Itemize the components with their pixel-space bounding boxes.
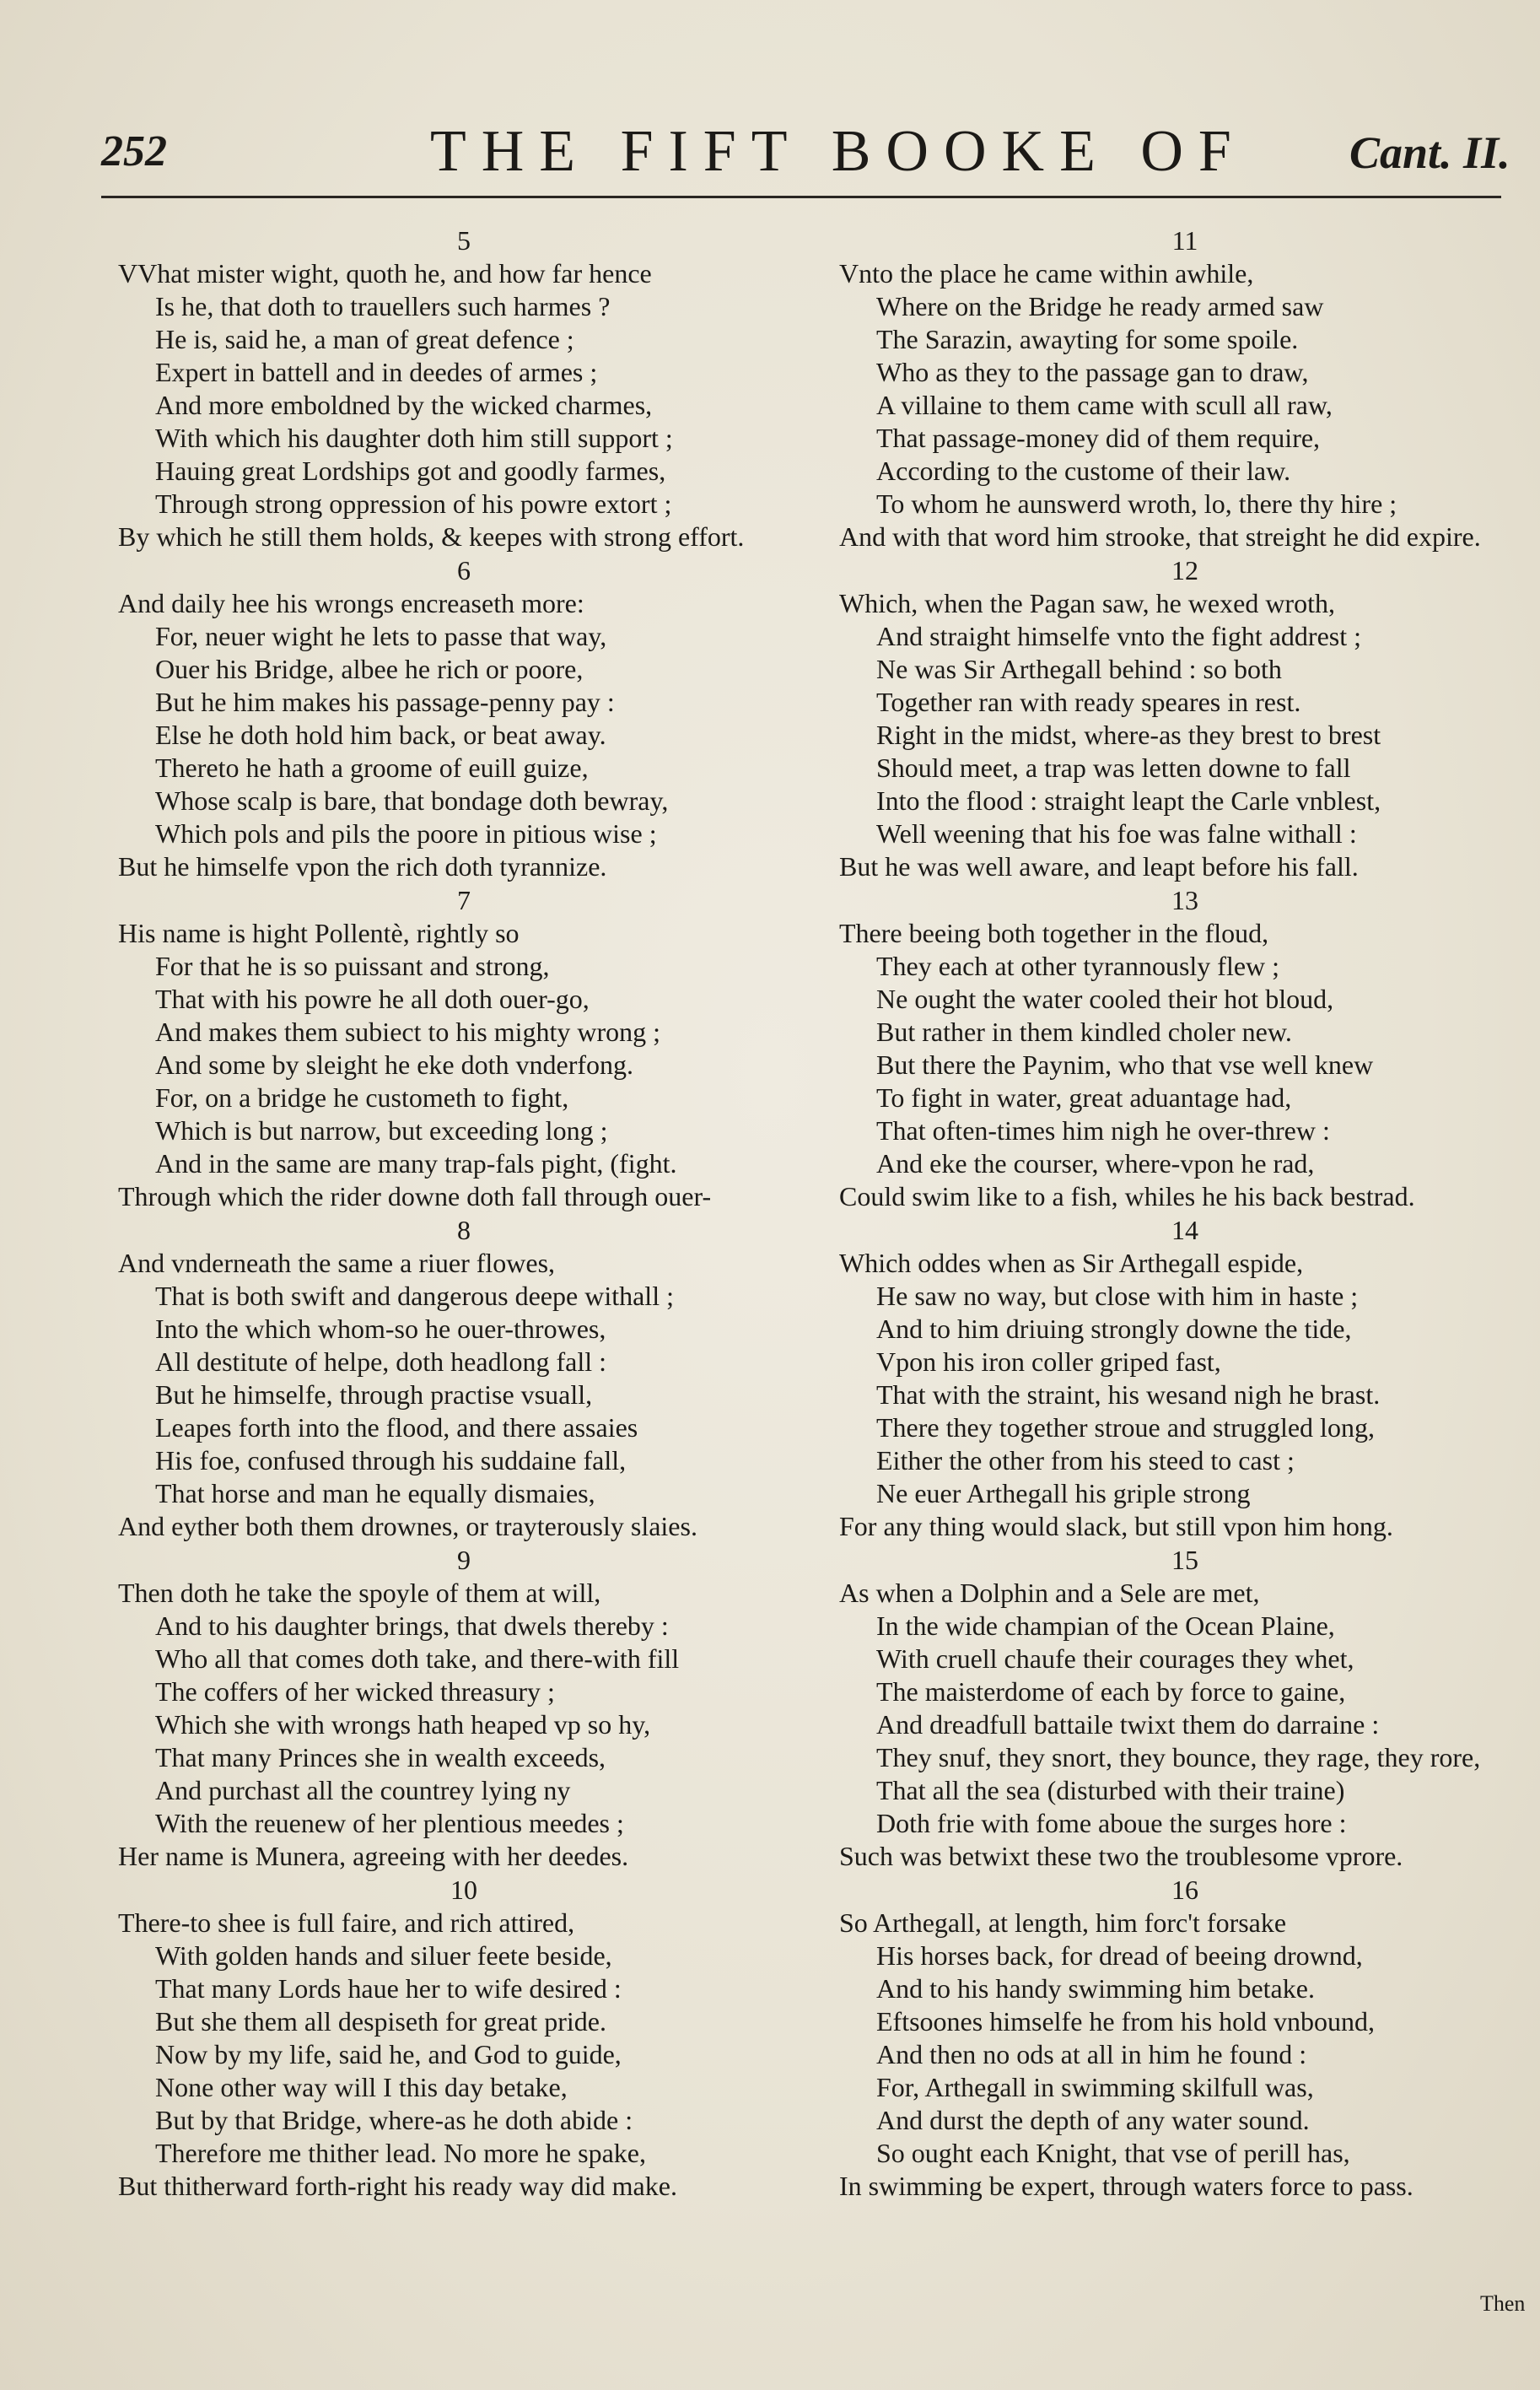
verse-line: That many Princes she in wealth exceeds, xyxy=(155,1742,606,1772)
verse-line: With cruell chaufe their courages they whet, xyxy=(876,1643,1354,1674)
stanza xyxy=(839,883,1531,1213)
verse-line: And some by sleight he eke doth vnderfong. xyxy=(155,1049,633,1080)
verse-line: In swimming be expert, through waters force to pass. xyxy=(839,2171,1413,2201)
stanza-number: 15 xyxy=(1171,1545,1198,1575)
verse-line: With the reuenew of her plentious meedes ; xyxy=(155,1808,624,1838)
verse-line: So Arthegall, at length, him forc't forsake xyxy=(839,1907,1287,1938)
verse-line: Who all that comes doth take, and there-with fill xyxy=(155,1643,680,1674)
verse-line: That with the straint, his wesand nigh he brast. xyxy=(876,1379,1381,1410)
verse-line: Expert in battell and in deedes of armes ; xyxy=(155,357,598,387)
verse-line: And eke the courser, where-vpon he rad, xyxy=(876,1148,1315,1179)
verse-line: The maisterdome of each by force to gaine, xyxy=(876,1676,1346,1707)
verse-line: His foe, confused through his suddaine fall, xyxy=(155,1445,627,1476)
stanza xyxy=(839,1873,1531,2203)
verse-line: A villaine to them came with scull all raw, xyxy=(876,390,1333,420)
verse-line: For, on a bridge he custometh to fight, xyxy=(155,1082,569,1113)
verse-line: But he himselfe, through practise vsuall, xyxy=(155,1379,593,1410)
header-rule xyxy=(101,196,1501,198)
verse-line: That passage-money did of them require, xyxy=(876,423,1321,453)
stanza xyxy=(118,1873,810,2203)
verse-line: But rather in them kindled choler new. xyxy=(876,1017,1292,1047)
stanza-number: 13 xyxy=(1171,885,1198,915)
verse-line: Should meet, a trap was letten downe to fall xyxy=(876,753,1351,783)
verse-line: Is he, that doth to trauellers such harmes ? xyxy=(155,291,611,321)
verse-line: The coffers of her wicked threasury ; xyxy=(155,1676,555,1707)
verse-line: And vnderneath the same a riuer flowes, xyxy=(118,1248,556,1278)
stanza xyxy=(118,1213,810,1543)
verse-line: That all the sea (disturbed with their traine) xyxy=(876,1775,1345,1805)
verse-line: None other way will I this day betake, xyxy=(155,2072,568,2102)
verse-line: That many Lords haue her to wife desired : xyxy=(155,1973,622,2004)
stanza-number: 12 xyxy=(1171,555,1198,585)
verse-line: VVhat mister wight, quoth he, and how far hence xyxy=(118,258,652,289)
verse-line: Could swim like to a fish, whiles he his back bestrad. xyxy=(839,1181,1415,1211)
verse-line: There-to shee is full faire, and rich attired, xyxy=(118,1907,575,1938)
verse-line: His name is hight Pollentè, rightly so xyxy=(118,918,520,948)
verse-line: And to him driuing strongly downe the tide, xyxy=(876,1314,1352,1344)
verse-line: Leapes forth into the flood, and there assaies xyxy=(155,1412,638,1443)
verse-line: And to his handy swimming him betake. xyxy=(876,1973,1315,2004)
verse-line: But thitherward forth-right his ready way did make. xyxy=(118,2171,677,2201)
verse-line: But he him makes his passage-penny pay : xyxy=(155,687,615,717)
verse-line: And then no ods at all in him he found : xyxy=(876,2039,1307,2069)
verse-line: Which pols and pils the poore in pitious wise ; xyxy=(155,818,657,849)
verse-line: But there the Paynim, who that vse well knew xyxy=(876,1049,1374,1080)
stanza xyxy=(839,1213,1531,1543)
verse-line: All destitute of helpe, doth headlong fall : xyxy=(155,1346,606,1377)
verse-line: That with his powre he all doth ouer-go, xyxy=(155,984,590,1014)
stanza-number: 11 xyxy=(1171,225,1198,256)
verse-line: And with that word him strooke, that streight he did expire. xyxy=(839,521,1481,552)
verse-line: He is, said he, a man of great defence ; xyxy=(155,324,574,354)
verse-line: By which he still them holds, & keepes with strong effort. xyxy=(118,521,745,552)
canto-label: Cant. II. xyxy=(1349,127,1510,178)
stanza-number: 6 xyxy=(457,555,471,585)
verse-line: Eftsoones himselfe he from his hold vnbound, xyxy=(876,2006,1376,2037)
verse-line: For, neuer wight he lets to passe that way, xyxy=(155,621,607,651)
verse-line: Which is but narrow, but exceeding long ; xyxy=(155,1115,608,1146)
verse-line: For any thing would slack, but still vpon him hong. xyxy=(839,1511,1393,1541)
verse-line: They snuf, they snort, they bounce, they rage, they rore, xyxy=(876,1742,1481,1772)
verse-line: Well weening that his foe was falne withall : xyxy=(876,818,1357,849)
verse-line: Ne euer Arthegall his griple strong xyxy=(876,1478,1251,1508)
verse-line: As when a Dolphin and a Sele are met, xyxy=(839,1578,1260,1608)
verse-line: Else he doth hold him back, or beat away. xyxy=(155,720,606,750)
verse-line: That horse and man he equally dismaies, xyxy=(155,1478,595,1508)
verse-line: And straight himselfe vnto the fight addrest ; xyxy=(876,621,1361,651)
stanza xyxy=(118,553,810,883)
verse-line: Doth frie with fome aboue the surges hore : xyxy=(876,1808,1347,1838)
verse-line: That is both swift and dangerous deepe withall ; xyxy=(155,1281,674,1311)
verse-line: Together ran with ready speares in rest. xyxy=(876,687,1301,717)
stanza-number: 7 xyxy=(457,885,471,915)
verse-line: That often-times him nigh he over-threw : xyxy=(876,1115,1330,1146)
verse-line: And more emboldned by the wicked charmes, xyxy=(155,390,653,420)
stanza-number: 10 xyxy=(450,1875,477,1905)
stanza-number: 9 xyxy=(457,1545,471,1575)
verse-line: Ouer his Bridge, albee he rich or poore, xyxy=(155,654,584,684)
stanza xyxy=(118,1543,810,1873)
stanza xyxy=(839,553,1531,883)
verse-line: Vnto the place he came within awhile, xyxy=(839,258,1254,289)
verse-line: Then doth he take the spoyle of them at will, xyxy=(118,1578,601,1608)
stanza xyxy=(118,224,810,553)
verse-line: Into the flood : straight leapt the Carle vnblest, xyxy=(876,785,1381,816)
verse-line: And to his daughter brings, that dwels thereby : xyxy=(155,1610,669,1641)
verse-line: They each at other tyrannously flew ; xyxy=(876,951,1280,981)
left-column xyxy=(118,224,810,2203)
verse-line: But he himselfe vpon the rich doth tyrannize. xyxy=(118,851,607,882)
verse-line: For that he is so puissant and strong, xyxy=(155,951,550,981)
verse-line: Into the which whom-so he ouer-throwes, xyxy=(155,1314,606,1344)
catchword: Then xyxy=(1480,2291,1526,2316)
verse-line: But she them all despiseth for great pride. xyxy=(155,2006,606,2037)
stanza-number: 14 xyxy=(1171,1215,1198,1245)
verse-line: There they together stroue and struggled long, xyxy=(876,1412,1375,1443)
verse-line: And eyther both them drownes, or trayterously slaies. xyxy=(118,1511,697,1541)
verse-line: With golden hands and siluer feete beside, xyxy=(155,1940,612,1971)
right-column xyxy=(839,224,1531,2203)
verse-line: But by that Bridge, where-as he doth abide : xyxy=(155,2105,633,2135)
verse-line: In the wide champian of the Ocean Plaine, xyxy=(876,1610,1335,1641)
verse-line: Hauing great Lordships got and goodly farmes, xyxy=(155,456,666,486)
verse-line: Which she with wrongs hath heaped vp so hy, xyxy=(155,1709,651,1740)
stanza xyxy=(839,1543,1531,1873)
verse-line: Vpon his iron coller griped fast, xyxy=(876,1346,1221,1377)
verse-line: Whose scalp is bare, that bondage doth bewray, xyxy=(155,785,669,816)
verse-line: His horses back, for dread of beeing drownd, xyxy=(876,1940,1363,1971)
stanza-number: 8 xyxy=(457,1215,471,1245)
verse-line: With which his daughter doth him still support ; xyxy=(155,423,673,453)
verse-line: Which oddes when as Sir Arthegall espide, xyxy=(839,1248,1304,1278)
verse-line: To fight in water, great aduantage had, xyxy=(876,1082,1292,1113)
stanza xyxy=(839,224,1531,553)
verse-line: And daily hee his wrongs encreaseth more: xyxy=(118,588,584,618)
verse-line: Who as they to the passage gan to draw, xyxy=(876,357,1309,387)
verse-line: And in the same are many trap-fals pight, (fight. xyxy=(155,1148,677,1179)
verse-line: He saw no way, but close with him in haste ; xyxy=(876,1281,1359,1311)
verse-line: Which, when the Pagan saw, he wexed wroth, xyxy=(839,588,1335,618)
verse-line: Such was betwixt these two the troublesome vprore. xyxy=(839,1841,1403,1871)
verse-line: But he was well aware, and leapt before his fall. xyxy=(839,851,1359,882)
verse-line: Where on the Bridge he ready armed saw xyxy=(876,291,1324,321)
verse-line: Thereto he hath a groome of euill guize, xyxy=(155,753,589,783)
verse-line: Ne ought the water cooled their hot bloud, xyxy=(876,984,1334,1014)
verse-line: Right in the midst, where-as they brest to brest xyxy=(876,720,1381,750)
verse-line: Therefore me thither lead. No more he spake, xyxy=(155,2138,646,2168)
verse-line: For, Arthegall in swimming skilfull was, xyxy=(876,2072,1314,2102)
page-header xyxy=(0,110,1540,202)
stanza-number: 16 xyxy=(1171,1875,1198,1905)
verse-line: Through strong oppression of his powre extort ; xyxy=(155,488,672,519)
verse-line: So ought each Knight, that vse of perill has, xyxy=(876,2138,1350,2168)
verse-line: There beeing both together in the floud, xyxy=(839,918,1269,948)
verse-line: Through which the rider downe doth fall through ouer- xyxy=(118,1181,712,1211)
verse-line: According to the custome of their law. xyxy=(876,456,1291,486)
stanza xyxy=(118,883,810,1213)
verse-line: And durst the depth of any water sound. xyxy=(876,2105,1310,2135)
page-number: 252 xyxy=(101,127,167,175)
verse-line: Now by my life, said he, and God to guide, xyxy=(155,2039,622,2069)
verse-line: Ne was Sir Arthegall behind : so both xyxy=(876,654,1282,684)
verse-line: Either the other from his steed to cast ; xyxy=(876,1445,1295,1476)
verse-line: Her name is Munera, agreeing with her deedes. xyxy=(118,1841,629,1871)
verse-line: To whom he aunswerd wroth, lo, there thy hire ; xyxy=(876,488,1397,519)
verse-line: And purchast all the countrey lying ny xyxy=(155,1775,571,1805)
verse-line: And dreadfull battaile twixt them do darraine : xyxy=(876,1709,1380,1740)
verse-line: The Sarazin, awayting for some spoile. xyxy=(876,324,1299,354)
stanza-number: 5 xyxy=(457,225,471,256)
verse-line: And makes them subiect to his mighty wrong ; xyxy=(155,1017,661,1047)
running-title: THE FIFT BOOKE OF xyxy=(430,119,1247,184)
